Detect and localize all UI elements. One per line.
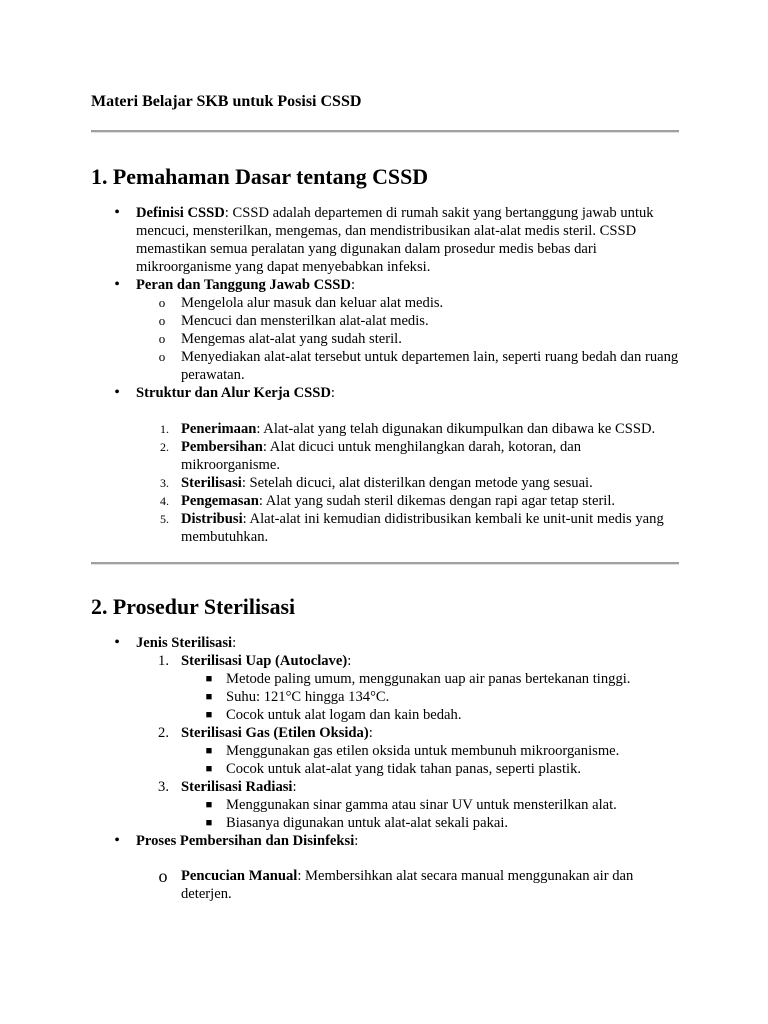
list-item	[91, 312, 679, 330]
list-item	[91, 420, 679, 438]
term: Pembersihan	[181, 439, 263, 455]
square-bullet-icon: ■	[205, 799, 213, 811]
list-item	[91, 276, 679, 294]
workflow-steps	[91, 420, 679, 546]
step-number: 1.	[158, 653, 169, 669]
list-item	[91, 742, 679, 760]
term: Jenis Sterilisasi	[136, 635, 233, 651]
bullet-icon: •	[114, 204, 120, 221]
square-bullet-icon: ■	[205, 745, 213, 757]
circle-bullet-icon: o	[158, 349, 166, 364]
square-bullet-icon: ■	[205, 691, 213, 703]
term: Struktur dan Alur Kerja CSSD	[136, 385, 331, 401]
step-number: 2.	[160, 440, 169, 454]
circle-bullet-icon: o	[158, 331, 166, 346]
list-item	[91, 760, 679, 778]
item-text: Mengelola alur masuk dan keluar alat medis.	[181, 295, 444, 311]
list-item	[91, 814, 679, 832]
bullet-icon: •	[114, 384, 120, 401]
list-item	[91, 510, 679, 546]
circle-bullet-icon: o	[158, 866, 168, 886]
circle-bullet-icon: o	[158, 295, 166, 310]
section-2-list	[91, 634, 679, 850]
step-number: 5.	[160, 512, 169, 526]
list-item	[91, 867, 679, 903]
term: Proses Pembersihan dan Disinfeksi	[136, 833, 355, 849]
term: Distribusi	[181, 511, 243, 527]
list-item	[91, 474, 679, 492]
term: Pencucian Manual	[181, 868, 298, 884]
item-text: Menyediakan alat-alat tersebut untuk departemen lain, seperti ruang bedah dan ruang perawatan.	[181, 349, 679, 383]
colon: :	[354, 833, 359, 849]
step-number: 4.	[160, 494, 169, 508]
description: : Membersihkan alat secara manual menggunakan air dan deterjen.	[181, 868, 634, 902]
list-item	[91, 204, 679, 276]
step-number: 3.	[158, 779, 169, 795]
colon: :	[368, 725, 373, 741]
list-item	[91, 294, 679, 312]
term: Sterilisasi	[181, 475, 242, 491]
step-number: 1.	[160, 422, 169, 436]
colon: :	[347, 653, 352, 669]
bullet-icon: •	[114, 832, 120, 849]
list-item	[91, 348, 679, 384]
square-bullet-icon: ■	[205, 817, 213, 829]
description: : Alat-alat ini kemudian didistribusikan kembali ke unit-unit medis yang membutuhkan.	[181, 511, 664, 545]
item-text: Cocok untuk alat logam dan kain bedah.	[226, 707, 462, 723]
list-item	[91, 796, 679, 814]
term: Penerimaan	[181, 421, 257, 437]
list-item	[91, 832, 679, 850]
item-text: Biasanya digunakan untuk alat-alat sekali pakai.	[226, 815, 509, 831]
section-heading: 2. Prosedur Sterilisasi	[91, 594, 296, 619]
square-bullet-icon: ■	[205, 763, 213, 775]
term: Pengemasan	[181, 493, 259, 509]
divider	[91, 562, 679, 565]
divider	[91, 130, 679, 133]
bullet-icon: •	[114, 634, 120, 651]
section-1-list	[91, 204, 679, 402]
list-item	[91, 384, 679, 402]
bullet-icon: •	[114, 276, 120, 293]
list-item	[91, 438, 679, 474]
term: Sterilisasi Gas (Etilen Oksida)	[181, 725, 369, 741]
item-text: Suhu: 121°C hingga 134°C.	[226, 689, 390, 705]
description: : Alat yang sudah steril dikemas dengan rapi agar tetap steril.	[258, 493, 616, 509]
colon: :	[330, 385, 335, 401]
description: : Alat dicuci untuk menghilangkan darah, kotoran, dan mikroorganisme.	[181, 439, 582, 473]
list-item	[91, 652, 679, 670]
document-title: Materi Belajar SKB untuk Posisi CSSD	[91, 93, 362, 110]
square-bullet-icon: ■	[205, 673, 213, 685]
description: : CSSD adalah departemen di rumah sakit yang bertanggung jawab untuk mencuci, mensterilkan, mengemas, dan mendistribusikan alat-alat medis steril. CSSD memastikan semua peralatan yang digunakan dalam prosedur medis bebas dari mikroorganisme yang dapat menyebabkan infeksi.	[136, 205, 654, 275]
list-item	[91, 492, 679, 510]
colon: :	[350, 277, 355, 293]
list-item	[91, 670, 679, 688]
description: : Alat-alat yang telah digunakan dikumpulkan dan dibawa ke CSSD.	[256, 421, 656, 437]
list-item	[91, 706, 679, 724]
list-item	[91, 634, 679, 652]
circle-bullet-icon: o	[158, 313, 166, 328]
colon: :	[292, 779, 297, 795]
description: : Setelah dicuci, alat disterilkan dengan metode yang sesuai.	[241, 475, 593, 491]
section-heading: 1. Pemahaman Dasar tentang CSSD	[91, 164, 429, 189]
item-text: Mengemas alat-alat yang sudah steril.	[181, 331, 402, 347]
term: Sterilisasi Uap (Autoclave)	[181, 653, 348, 669]
step-number: 3.	[160, 476, 169, 490]
square-bullet-icon: ■	[205, 709, 213, 721]
item-text: Menggunakan gas etilen oksida untuk membunuh mikroorganisme.	[226, 743, 620, 759]
item-text: Metode paling umum, menggunakan uap air panas bertekanan tinggi.	[226, 671, 631, 687]
colon: :	[232, 635, 237, 651]
step-number: 2.	[158, 725, 169, 741]
item-text: Menggunakan sinar gamma atau sinar UV untuk mensterilkan alat.	[226, 797, 617, 813]
cleaning-list	[91, 867, 679, 903]
item-text: Mencuci dan mensterilkan alat-alat medis.	[181, 313, 429, 329]
list-item	[91, 778, 679, 796]
term: Sterilisasi Radiasi	[181, 779, 293, 795]
term: Definisi CSSD	[136, 205, 225, 221]
term: Peran dan Tanggung Jawab CSSD	[136, 277, 351, 293]
item-text: Cocok untuk alat-alat yang tidak tahan panas, seperti plastik.	[226, 761, 582, 777]
list-item	[91, 688, 679, 706]
list-item	[91, 724, 679, 742]
list-item	[91, 330, 679, 348]
